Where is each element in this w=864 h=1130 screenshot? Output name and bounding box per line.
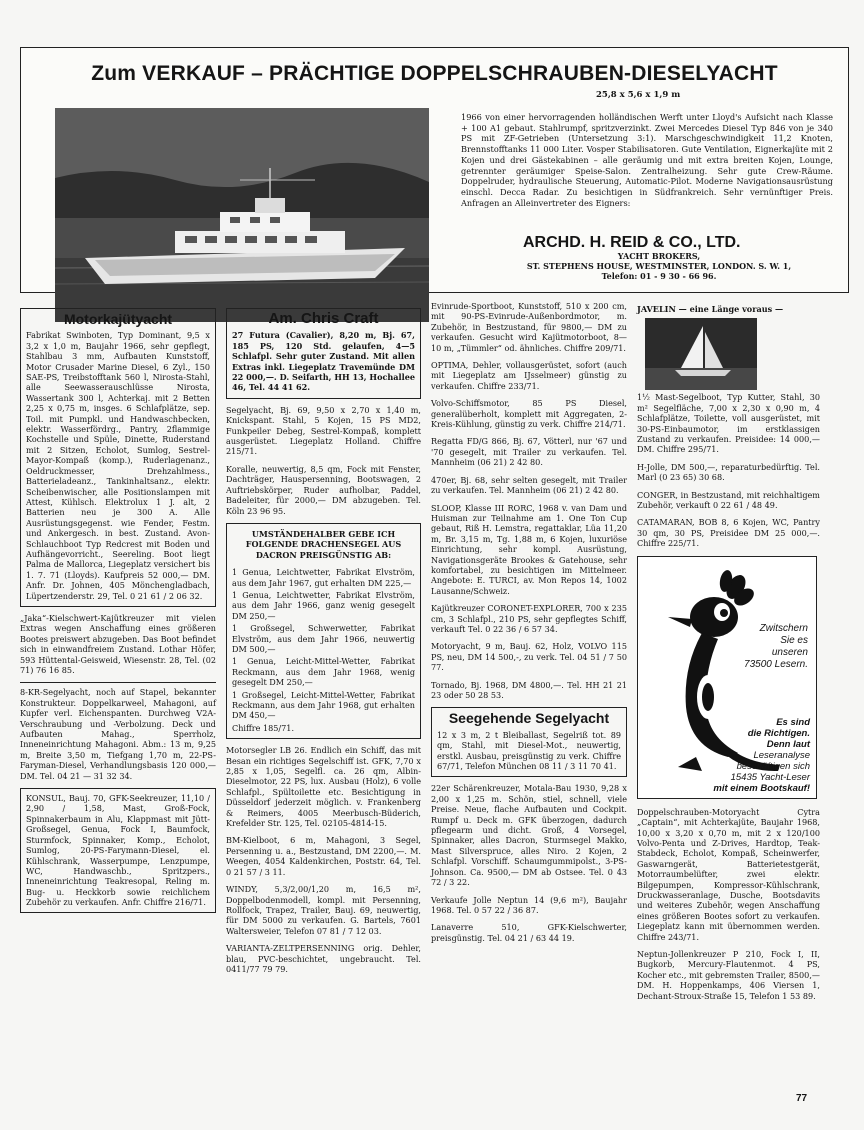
- ad-text: Fabrikat Swinboten, Typ Dominant, 9,5 x 3,2 x 1,0 m, Baujahr 1966, sehr gepflegt, Stahlbau 3 mm, Aufbauten Kunststoff, Motor Crusader Marine Diesel, 6 Zyl., 150 SAE-PS, Treibstofftank 560 l, Nirosta-Stahl, alle Seewasserauschlüsse Nirosta, Wassertank 300 l, Achterkaj. mit 2 Betten 2,25 x 0,75 m, insges. 6 Schlafplätze, sep. Toil. mit Pumpkl. und Handwaschbecken, elektr. Wasserfördrg., Pantry, 2flammige Kochstelle und Spüle, Dinette, Ruderstand mit 2 Sitzen, Echolot, Sumlog, Sestrel-Mayor-Kompaß (komp.), Ruderlagenanz., Oeldruckmesser, Drehzahlmess., Batterieladeanz., Tankinhaltsanz., elektr. Scheibenwischer, alle Positionslampen mit Attest, Kühlsch. Elektrolux 1 J. alt, 2 Batterien neu je 300 A. Alle Ausrüstungsgegenst. wie Fender, Festm. und Ankergesch. in best. Zustand. Avon-Schlauchboot Typ Redcrest mit Boden und Aufhängevorricht., Seereling. Boot liegt Palma de Mallorca, Liegeplatz versichert bis 1. 7. 71 (Lloyds). Kaufpreis 52 000,— DM. Anfr. Dr. Johnen, 405 Mönchengladbach, Lüpertzenderstr. 29, Tel. 0 21 61 / 2 06 32.: [26, 330, 210, 601]
- ad-8kr-segelyacht: 8-KR-Segelyacht, noch auf Stapel, bekannter Konstrukteur. Doppelkarweel, Mahagoni, auf Kupfer verl. Eichenspanten. Durchweg V2A-Verschraubung und -Verbolzung. Deck und Aufbauten Mahag., Sperrholz, Inneneinrichtung Mahagoni. Abm.: 13 m, 9,25 m, Breite 3,50 m, Tiefgang 1,70 m, 22-PS-Faryman-Diesel, Verhandlungsbasis 120 000,— DM. Tel. 04 21 — 31 32 34.: [20, 687, 216, 781]
- ad-conger: CONGER, in Bestzustand, mit reichhaltigem Zubehör, verkauft 0 22 61 / 48 49.: [637, 489, 820, 511]
- page-number: 77: [796, 1093, 808, 1104]
- sail-item: 1 Großsegel, Schwerwetter, Fabrikat Elvström, aus dem Jahr 1966, neuwertig DM 500,—: [232, 623, 415, 654]
- promo-text-top: [744, 623, 808, 671]
- sail-item: 1 Genua, Leichtwetter, Fabrikat Elvström, aus dem Jahr 1967, gut erhalten DM 225,—: [232, 567, 415, 588]
- ad-cytra-captain: Doppelschrauben-Motoryacht Cytra „Captain“, mit Achterkajüte, Baujahr 1968, 10,00 x 3,20 x 0,70 m, mit 2 x 120/100 Volvo-Penta und Z-Drives, Hardtop, Teak-Stabdeck, Echolot, Kompaß, Scheinwerfer, Gaswarngerät, Batterietestgerät, Motorraumbelüfter, zwei elektr. Bilgepumpen, Kompressor-Kühlschrank, Druckwasseranlage, Dusche, Bootsdavits und weiteres Zubehör, wegen Anschaffung eines größeren Bootes sofort zu verkaufen. Liegeplatz kann mit übernommen werden. Chiffre 243/71.: [637, 806, 820, 942]
- ad-470er: 470er, Bj. 68, sehr selten gesegelt, mit Trailer zu verkaufen. Tel. Mannheim (06 21) 2 42 80.: [431, 474, 627, 496]
- ad-motorsegler: Motorsegler LB 26. Endlich ein Schiff, das mit Besan ein richtiges Segelschiff ist. GFK, 7,70 x 2,85 x 1,05, Segelfl. ca. 26 qm, Albin-Dieselmotor, 22 PS, lux. Ausbau (Holz), 6 volle Schlafpl., Spültoilette etc. Besichtigung in Düsseldorf jederzeit möglich. v. Frankenberg & Reimers, 4005 Meerbusch-Büderich, Krefelder Str. 125, Tel. 02105-4814-15.: [226, 745, 421, 829]
- reader-promo-ad: [637, 556, 817, 799]
- ad-title: Seegehende Segelyacht: [448, 710, 610, 727]
- ad-chris-craft: [226, 308, 421, 399]
- ad-text: KONSUL, Bauj. 70, GFK-Seekreuzer, 11,10 / 2,90 / 1,58, Mast, Groß-Fock, Spinnakerbaum in Alu, Klappmast mit Jütt-Großsegel, Genua, Fock I, Baumfock, Sturmfock, Spinnaker, Komp., Echolot, Sumlog, 20-PS-Farymann-Diesel, el. Kühlschrank, Wasserpumpe, Lenzpumpe, WC, Handwaschb., Spritzpers., Inneneinrichtung Teakresopal, Reling m. Bug- u. Heckkorb sowie reichlichem Zubehör zu verkaufen. Anfr. Chiffre 216/71.: [26, 793, 210, 908]
- ad-sloop: SLOOP, Klasse III RORC, 1968 v. van Dam und Huisman zur Teilnahme am 1. One Ton Cup gebaut, Riß H. Lemstra, regattaklar, Lüa 11,20 m, Br. 3,15 m, Tg. 1,88 m, 6 Kojen, luxuriöse Einrichtung, sehr kompl. Ausrüstung, Navigationsgeräte Brookes & Gatehouse, sehr komfortabel, zu besichtigen im Mittelmeer. Angebote: E. TURCI, av. Mon Repos 14, 1002 Lausanne/Schweiz.: [431, 502, 627, 596]
- featured-yacht-ad: [20, 47, 849, 293]
- ad-seegehende-segelyacht: [431, 707, 627, 777]
- promo-line: Zwitschern: [759, 622, 808, 634]
- ad-segelyacht: Segelyacht, Bj. 69, 9,50 x 2,70 x 1,40 m, Knickspant. Stahl, 5 Kojen, 15 PS MD2, Funkpeiler Debeg, Sestrel-Kompaß, komplett ausgerüstet. Liegeplatz Holland. Chiffre 215/71.: [226, 404, 421, 457]
- ad-neptun-jollenkreuzer: Neptun-Jollenkreuzer P 210, Fock I, II, Bugkorb, Mercury-Flautenmot. 4 PS, Kocher etc., mit gebremsten Trailer, 8500,— DM. H. Hoppenkamps, 406 Viersen 1, Dechant-Stroux-Straße 15, Telefon 1 53 89.: [637, 948, 820, 1001]
- ad-koralle: Koralle, neuwertig, 8,5 qm, Fock mit Fenster, Dachträger, Hauspersenning, Bootswagen, 2 Auftriebskörper, Ruder aufholbar, Paddel, Badeleiter, für 2000,— DM abzugeben. Tel. Köln 23 96 95.: [226, 463, 421, 516]
- ad-title: UMSTÄNDEHALBER GEBE ICH FOLGENDE DRACHENSEGEL AUS DACRON PREISGÜNSTIG AB:: [245, 528, 402, 560]
- column-4: [637, 304, 820, 1008]
- yacht-photo-image: [55, 108, 429, 327]
- ad-evinrude: Evinrude-Sportboot, Kunststoff, 510 x 200 cm, mit 90-PS-Evinrude-Außenbordmotor, m. Zubehör, in Bestzustand, für 9800,— DM zu verkaufen. Gesucht wird Kajütmotorboot, 8—10 m, „Tümmler“ od. ähnliches. Chiffre 209/71.: [431, 301, 627, 353]
- promo-line: Es sind: [776, 716, 810, 728]
- divider: [20, 682, 216, 683]
- sail-item: 1 Genua, Leicht-Mittel-Wetter, Fabrikat Reckmann, aus dem Jahr 1968, wenig gesegelt DM 250,—: [232, 656, 415, 688]
- ad-coronet: Kajütkreuzer CORONET-EXPLORER, 700 x 235 cm, 3 Schlafpl., 210 PS, sehr gepflegtes Schiff, verkauft Tel. 0 22 36 / 6 57 34.: [431, 603, 627, 634]
- ad-optima: OPTIMA, Dehler, vollausgerüstet, sofort (auch mit Liegeplatz am IJsselmeer) günstig zu verkaufen. Chiffre 233/71.: [431, 360, 627, 391]
- ad-tornado: Tornado, Bj. 1968, DM 4800,—. Tel. HH 21 21 23 oder 50 28 53.: [431, 679, 627, 700]
- yacht-photo: [55, 108, 429, 327]
- ad-neptun-jolle: Verkaufe Jolle Neptun 14 (9,6 m²), Baujahr 1968. Tel. 0 57 22 / 36 87.: [431, 894, 627, 915]
- ad-windy: WINDY, 5,3/2,00/1,20 m, 16,5 m², Doppelbodenmodell, kompl. mit Persenning, Rollfock, Trapez, Trailer, Bauj. 69, neuwertig, für DM 5000 zu verkaufen. G. Bartels, 7601 Waltersweier, Telefon 07 81 / 7 12 03.: [226, 884, 421, 936]
- ad-motorkajuetyacht: [20, 308, 216, 607]
- promo-line: Leseranalyse: [753, 749, 810, 761]
- ad-h-jolle: H-Jolle, DM 500,—, reparaturbedürftig. Tel. Marl (0 23 65) 30 68.: [637, 461, 820, 483]
- promo-line: 15435 Yacht-Leser: [730, 771, 810, 783]
- ad-lanaverre: Lanaverre 510, GFK-Kielschwerter, preisgünstig. Tel. 04 21 / 63 44 19.: [431, 922, 627, 943]
- dealer-name: ARCHD. H. REID & CO., LTD.: [523, 234, 741, 251]
- sail-item: 1 Genua, Leichtwetter, Fabrikat Elvström, aus dem Jahr 1966, ganz wenig gesegelt DM 250,—: [232, 589, 415, 621]
- ad-title: Am. Chris Craft: [268, 310, 379, 327]
- ad-jaka: „Jaka“-Kielschwert-Kajütkreuzer mit vielen Extras wegen Anschaffung eines größeren Bootes preiswert abzugeben. Das Boot befindet sich in einwandfreiem Zustand. Lothar Höfer, 593 Hüttental-Geisweid, Wiesenstr. 28, Tel. (02 71) 76 16 85.: [20, 612, 216, 675]
- ad-drachensegel: [226, 523, 421, 739]
- column-2: [226, 308, 421, 981]
- sailboat-photo: [645, 318, 757, 390]
- ad-javelin: 1½ Mast-Segelboot, Typ Kutter, Stahl, 30 m² Segelfläche, 7,00 x 2,30 x 0,90 m, 4 Schlafplätze, Toilette, voll ausgerüstet, mit 30-PS-Einbaumotor, im erstklassigen Zustand zu verkaufen. Preisidee: 14 000,— DM. Chiffre 295/71.: [637, 392, 820, 455]
- dealer-street: ST. STEPHENS HOUSE, WESTMINSTER, LONDON. S. W. 1,: [526, 261, 792, 271]
- promo-line: 73500 Lesern.: [744, 658, 808, 670]
- featured-ad-description: 1966 von einer hervorragenden holländischen Werft unter Lloyd's Aufsicht nach Klasse + 100 A1 gebaut. Stahlrumpf, spritzverzinkt. Zwei Mercedes Diesel Typ 846 von je 340 PS mit ZF-Getrieben (Untersetzung 3:1). Marschgeschwindigkeit 11,2 Knoten, Brennstofftanks 11 000 Liter. Vosper Stabilisatoren. Gute Ventilation, Eignerkajüte mit 2 Kojen und drei Gästekabinen – alle geräumig und mit extra breiten Kojen, Lounge, getrennter geräumiger Speise-Salon. Zentralheizung. Sehr gute Crew-Räume. Doppelruder, hydraulische Steuerung, Automatic-Pilot. Moderne Navigationsausrüstung einschl. Decca Radar. Zu besichtigen in Südfrankreich. Sehr vernünftiger Preis. Anfragen an Alleinvertreter des Eigners:: [461, 112, 833, 208]
- promo-line: mit einem Bootskauf!: [713, 782, 810, 794]
- ad-bm-kielboot: BM-Kielboot, 6 m, Mahagoni, 3 Segel, Persenning u. a., Bestzustand, DM 2200,—. M. Weegen, 4054 Kaldenkirchen, Poststr. 64, Tel. 0 21 57 / 3 11.: [226, 835, 421, 877]
- featured-ad-title: Zum VERKAUF – PRÄCHTIGE DOPPELSCHRAUBEN-DIESELYACHT: [91, 62, 778, 85]
- ad-schaerenkreuzer: 22er Schärenkreuzer, Motala-Bau 1930, 9,28 x 2,00 x 1,25 m. Schön, stiel, schnell, viele Preise. Neue, flache Aufbauten und Cockpit. Rumpf u. Deck m. GFK überzogen, dadurch pflegearm und dicht. Groß, 4 Vorsegel, Spinnaker, alles Dacron, Sturmsegel Makko, Mast Silverspruce, alles Niro. 2 Kojen, 2 Schlafpl. Vorschiff. Schaumgummipolst., 3-PS-Johnson. Ca. 9500,— DM ab Ostsee. Tel. 0 43 72 / 3 22.: [431, 783, 627, 888]
- column-3: [431, 301, 627, 950]
- promo-line: die Richtigen.: [747, 727, 810, 739]
- ad-motoryacht: Motoryacht, 9 m, Bauj. 62, Holz, VOLVO 115 PS, neu, DM 14 500,-, zu verk. Tel. 04 51 / 7 50 77.: [431, 641, 627, 673]
- sail-item: 1 Großsegel, Leicht-Mittel-Wetter, Fabrikat Reckmann, aus dem Jahr 1968, gut erhalten DM 450,—: [232, 689, 415, 721]
- promo-line: beschäftigen sich: [736, 760, 810, 772]
- ad-text: 12 x 3 m, 2 t Bleiballast, Segelriß tot. 89 qm, Stahl, mit Diesel-Mot., neuwertig, erstkl. Ausbau, preisgünstig zu verk. Chiffre 67/71, Telefon München 08 11 / 3 11 70 41.: [437, 729, 621, 772]
- promo-text-bottom: [713, 717, 810, 794]
- column-1: [20, 308, 216, 913]
- ad-catamaran: CATAMARAN, BOB 8, 6 Kojen, WC, Pantry 30 qm, 30 PS, Preisidee DM 25 000,—. Chiffre 225/71.: [637, 517, 820, 549]
- dealer-tagline: YACHT BROKERS,: [617, 251, 701, 261]
- promo-line: unseren: [771, 646, 808, 658]
- dealer-address: [471, 251, 847, 281]
- ad-text: 27 Futura (Cavalier), 8,20 m, Bj. 67, 185 PS, 120 Std. gelaufen, 4—5 Schlafpl. Sehr guter Zustand. Mit allen Extras inkl. Liegeplatz Travemünde DM 22 000,—. D. Seifarth, HH 13, Hochallee 46, Tel. 44 41 62.: [232, 330, 415, 393]
- promo-line: Denn laut: [766, 738, 810, 750]
- ad-volvo-motor: Volvo-Schiffsmotor, 85 PS Diesel, generalüberholt, komplett mit Aggregaten, 2-Kreis-Kühlung, günstig zu verk. Chiffre 214/71.: [431, 398, 627, 430]
- javelin-ad-graphic: [637, 318, 820, 390]
- ad-title: Motorkajütyacht: [63, 311, 173, 327]
- ad-chiffre: Chiffre 185/71.: [232, 722, 295, 733]
- javelin-headline: JAVELIN — eine Länge voraus —: [637, 304, 784, 314]
- ad-regatta-fd: Regatta FD/G 866, Bj. 67, Vötterl, nur '67 und '70 gesegelt, mit Trailer zu verkaufen. Tel. Mannheim (06 21) 2 42 80.: [431, 436, 627, 468]
- promo-line: Sie es: [780, 634, 808, 646]
- dealer-phone: Telefon: 01 - 9 30 - 66 96.: [601, 271, 717, 281]
- ad-varianta: VARIANTA-ZELTPERSENNING orig. Dehler, blau, PVC-beschichtet, ungebraucht. Tel. 0411/77 79 79.: [226, 943, 421, 974]
- featured-ad-dimensions: 25,8 x 5,6 x 1,9 m: [596, 90, 681, 100]
- ad-konsul: [20, 788, 216, 912]
